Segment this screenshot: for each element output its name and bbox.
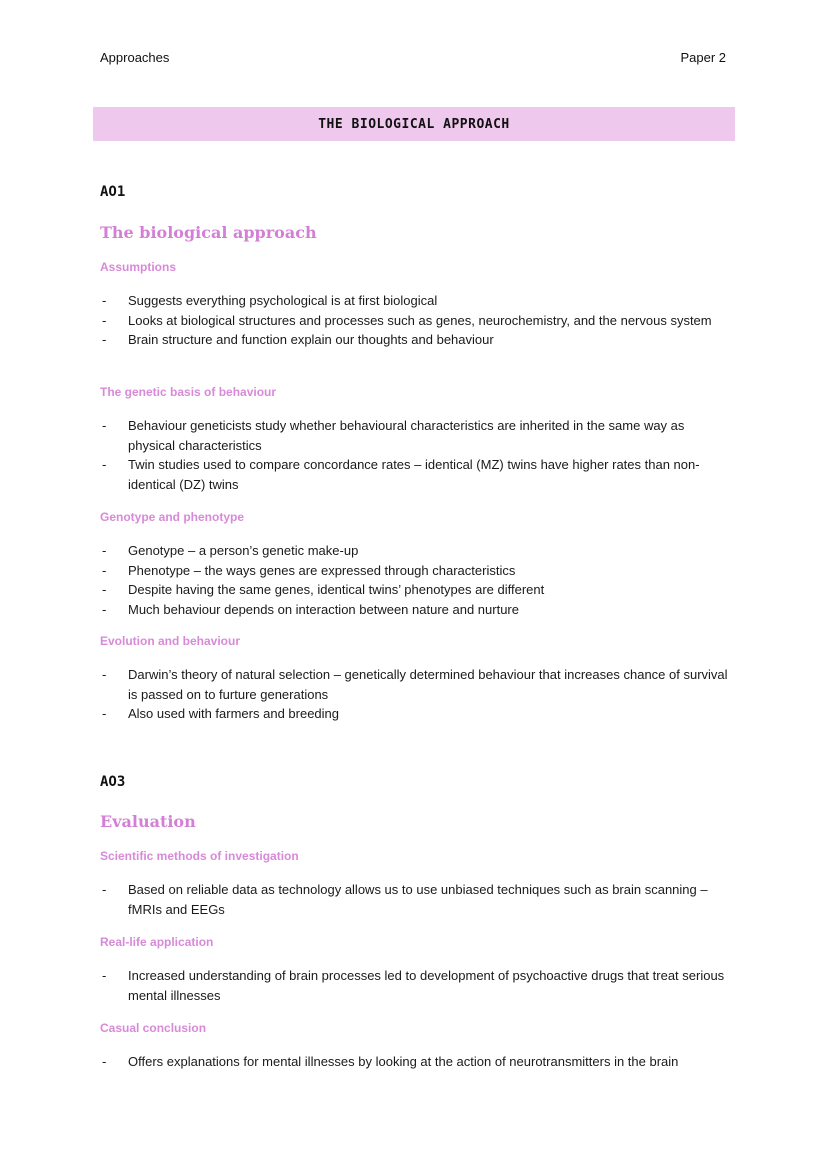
- list-item: - Much behaviour depends on interaction between nature and nurture: [100, 600, 730, 620]
- list-item: - Increased understanding of brain processes led to development of psychoactive drugs that treat serious mental illnesses: [100, 966, 730, 1005]
- list-item: - Phenotype – the ways genes are expressed through characteristics: [100, 561, 730, 581]
- section-heading: Real-life application: [100, 935, 214, 949]
- list-item: - Darwin’s theory of natural selection – genetically determined behaviour that increases chance of survival is passed on to furture generations: [100, 665, 730, 704]
- bullet-list: [100, 880, 730, 919]
- banner-title: THE BIOLOGICAL APPROACH: [318, 117, 510, 132]
- section-heading: Genotype and phenotype: [100, 510, 245, 524]
- list-item: - Offers explanations for mental illnesses by looking at the action of neurotransmitters in the brain: [100, 1052, 730, 1072]
- list-item: - Despite having the same genes, identical twins’ phenotypes are different: [100, 580, 730, 600]
- list-item: - Suggests everything psychological is at first biological: [100, 291, 730, 311]
- bullet-list: [100, 291, 730, 350]
- section-heading: Scientific methods of investigation: [100, 849, 299, 863]
- section-heading: Assumptions: [100, 260, 177, 274]
- title-banner: [93, 107, 735, 141]
- list-item: - Behaviour geneticists study whether behavioural characteristics are inherited in the same way as physical characteristics: [100, 416, 730, 455]
- header-right: Paper 2: [680, 50, 726, 65]
- header-left: Approaches: [100, 50, 170, 65]
- list-item: - Genotype – a person’s genetic make-up: [100, 541, 730, 561]
- section-heading: Casual conclusion: [100, 1021, 207, 1035]
- ao3-title: Evaluation: [100, 812, 196, 831]
- bullet-list: [100, 541, 730, 619]
- bullet-list: [100, 1052, 730, 1072]
- list-item: - Also used with farmers and breeding: [100, 704, 730, 724]
- list-item: - Looks at biological structures and processes such as genes, neurochemistry, and the nervous system: [100, 311, 730, 331]
- section-heading: The genetic basis of behaviour: [100, 385, 277, 399]
- ao1-title: The biological approach: [100, 223, 317, 242]
- ao3-label: AO3: [100, 774, 126, 790]
- list-item: - Brain structure and function explain our thoughts and behaviour: [100, 330, 730, 350]
- bullet-list: [100, 966, 730, 1005]
- bullet-list: [100, 416, 730, 494]
- bullet-list: [100, 665, 730, 724]
- ao1-label: AO1: [100, 184, 126, 200]
- list-item: - Twin studies used to compare concordance rates – identical (MZ) twins have higher rates than non-identical (DZ) twins: [100, 455, 730, 494]
- list-item: - Based on reliable data as technology allows us to use unbiased techniques such as brain scanning – fMRIs and EEGs: [100, 880, 730, 919]
- section-heading: Evolution and behaviour: [100, 634, 241, 648]
